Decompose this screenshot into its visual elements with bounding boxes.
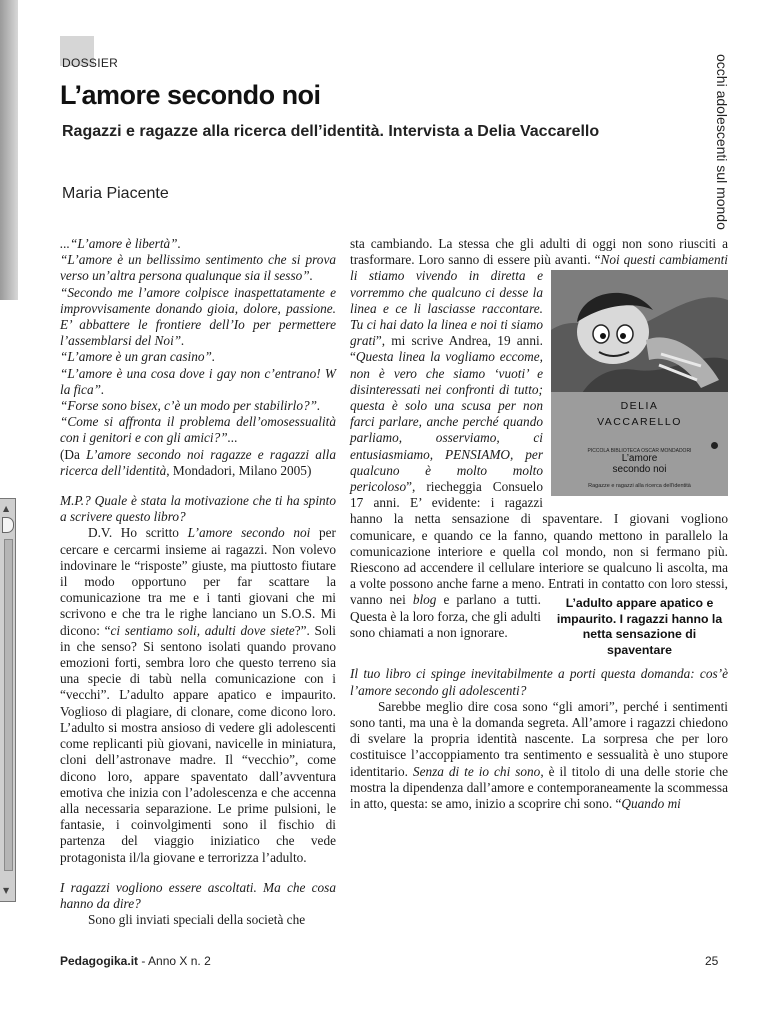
epigraph-source: (Da L’amore secondo noi ragazze e ragazzi alla ricerca dell’identità, Mondadori, Milano 2005) xyxy=(60,446,336,478)
article-title: L’amore secondo noi xyxy=(60,80,321,110)
scrollbar-rail xyxy=(4,539,13,871)
interview-answer: Sarebbe meglio dire cosa sono “gli amori”, perché i sentimenti sono tanti, ma una è la domanda segreta. All’amore i ragazzi chiedono di svelare la propria identità nascente. La sorpresa che per loro costituisce l’accoppiamento tra sentimento e sessualità è uno stupore identitario. Senza di te io chi sono, è il titolo di una delle storie che mostra la dipendenza dall’amore e contemporaneamente la scommessa in atto, questa: se amo, inizio a scoprire chi sono. “Quando mi xyxy=(350,698,728,812)
epigraph-quote: “Forse sono bisex, c’è un modo per stabilirlo?”. xyxy=(60,398,321,414)
book-cover-author: DELIA xyxy=(620,400,659,413)
right-column xyxy=(350,236,728,812)
book-cover-series: PICCOLA BIBLIOTECA OSCAR MONDADORI xyxy=(587,448,692,455)
epigraph-quote: “Come si affronta il problema dell’omosessualità con i genitori e con gli amici?”... xyxy=(60,414,336,446)
interview-answer: sta cambiando. La stessa che gli adulti di oggi non sono riusciti a trasformare. Loro sanno di essere più avanti. “ DELIA VACCARELLO PICCOLA BIBLIOTECA OSCAR MONDADORI L’amore secondo noi Ragazze e ragazzi alla ricerca dell’identità Noi questi cambiamenti li stiamo vivendo in diretta e vorremmo che qualcuno ci desse la linea e ce li lasciasse raccontare. Tu ci hai dato la linea e noi ti siamo grati”, mi scrive Andrea, 19 anni. “Questa linea la vogliamo eccome, non è vero che siamo ‘vuoti’ e disinteressati nei confronti di tutto; questa è solo una scusa per non farci parlare, anche perché quando parliamo, osserviamo, ci entusiasmiamo, PENSIAMO, per qualcuno è molto molto pericoloso”, riecheggia Consuelo 17 anni. E’ evidente: i ragazzi hanno la netta sensazione di spaventare. I giovani vogliono comunicare, e quando ce la fanno, quando mettono in parallelo la comunicazione interiore e quella col mondo, non si fermano più. Riescono ad accendere il cellulare interiore se qualcuno li ascolta, ma a volte possono anche farne a meno. Entrati in contatto con loro stessi, vanno nei L’adulto appare apatico e impaurito. I ragazzi hanno la netta sensazione di spaventare blog e parlano a tutti. Questa è la loro forza, che gli adulti sono chiamati a non ignorare. xyxy=(350,236,728,657)
left-column xyxy=(60,236,336,928)
book-cover-author: VACCARELLO xyxy=(597,416,682,429)
article-subtitle: Ragazzi e ragazze alla ricerca dell’identità. Intervista a Delia Vaccarello xyxy=(62,123,600,140)
scan-edge-scrollbar xyxy=(0,498,16,902)
scrollbar-knob xyxy=(2,517,14,533)
footer-journal xyxy=(60,954,211,968)
scan-edge-strip xyxy=(0,0,18,300)
page-number: 25 xyxy=(705,954,719,968)
epigraph-quote: “L’amore è un gran casino”. xyxy=(60,349,216,365)
interview-question: Il tuo libro ci spinge inevitabilmente a porti questa domanda: cos’è l’amore secondo gli adolescenti? xyxy=(350,666,728,698)
pull-quote: L’adulto appare apatico e impaurito. I ragazzi hanno la netta sensazione di spaventare xyxy=(556,596,723,657)
section-vertical-tag: occhi adolescenti sul mondo xyxy=(714,54,730,230)
interview-question: I ragazzi vogliono essere ascoltati. Ma che cosa hanno da dire? xyxy=(60,879,336,911)
section-label: DOSSIER xyxy=(62,56,119,70)
journal-name: Pedagogika.it xyxy=(60,954,139,968)
epigraph-quote: “Secondo me l’amore colpisce inaspettatamente e improvvisamente donando gioia, dolore, passione. E’ abbattere le frontiere dell’Io per permettere l’assemblarsi del Noi”. xyxy=(60,284,336,349)
article-author: Maria Piacente xyxy=(62,185,169,202)
book-cover-title: L’amore secondo noi xyxy=(612,453,667,476)
journal-issue: - Anno X n. 2 xyxy=(138,954,211,968)
interview-answer: D.V. Ho scritto L’amore secondo noi per cercare e cercarmi insieme ai ragazzi. Non volevo indovinare le “risposte” giuste, ma piuttosto fiutare il modo opportuno per far scattare la comunicazione tra me e i tanti giovani che mi scrivono e che tra le righe lanciano un S.O.S. Mi dicono: “ci sentiamo soli, adulti dove siete?”. Soli in che senso? Si sentono isolati quando provano emozioni forti, sembra loro che questo terreno sia una specie di tabù nella comunicazione con i “vecchi”. L’adulto appare apatico e impaurito. Voglioso di plagiare, di clonare, come dicono loro. L’adulto si mostra ansioso di vedere gli adolescenti come replicanti più giovani, navicelle in miniatura, cloni dell’astronave madre. Il “vecchio”, come dicono loro, appare spaventato dall’avventura emotiva che inizia con l’adolescenza e che accenna alla necessaria separazione. Le prime pulsioni, le fantasie, i coinvolgimenti sono il fischio di partenza del viaggio iniziatico che vede protagonista il/la giovane e terrorizza l’adulto. xyxy=(60,525,336,865)
epigraph-quote: ...“L’amore è libertà”. xyxy=(60,236,181,251)
scroll-up-arrow-icon: ▲ xyxy=(3,504,10,513)
scroll-down-arrow-icon: ▼ xyxy=(3,886,10,895)
epigraph-quote: “L’amore è una cosa dove i gay non c’entrano! W la fica”. xyxy=(60,365,336,397)
source-book-title: L’amore secondo noi ragazze e ragazzi alla ricerca dell’identità xyxy=(60,446,336,478)
epigraph-quote: “L’amore è un bellissimo sentimento che si prova verso un’altra persona qualunque sia il sesso”. xyxy=(60,252,336,284)
book-cover-subtitle: Ragazze e ragazzi alla ricerca dell’identità xyxy=(588,483,691,490)
interview-answer: Sono gli inviati speciali della società che xyxy=(88,912,306,928)
interview-question: M.P.? Quale è stata la motivazione che ti ha spinto a scrivere questo libro? xyxy=(60,493,336,525)
book-cover-image xyxy=(551,270,728,496)
